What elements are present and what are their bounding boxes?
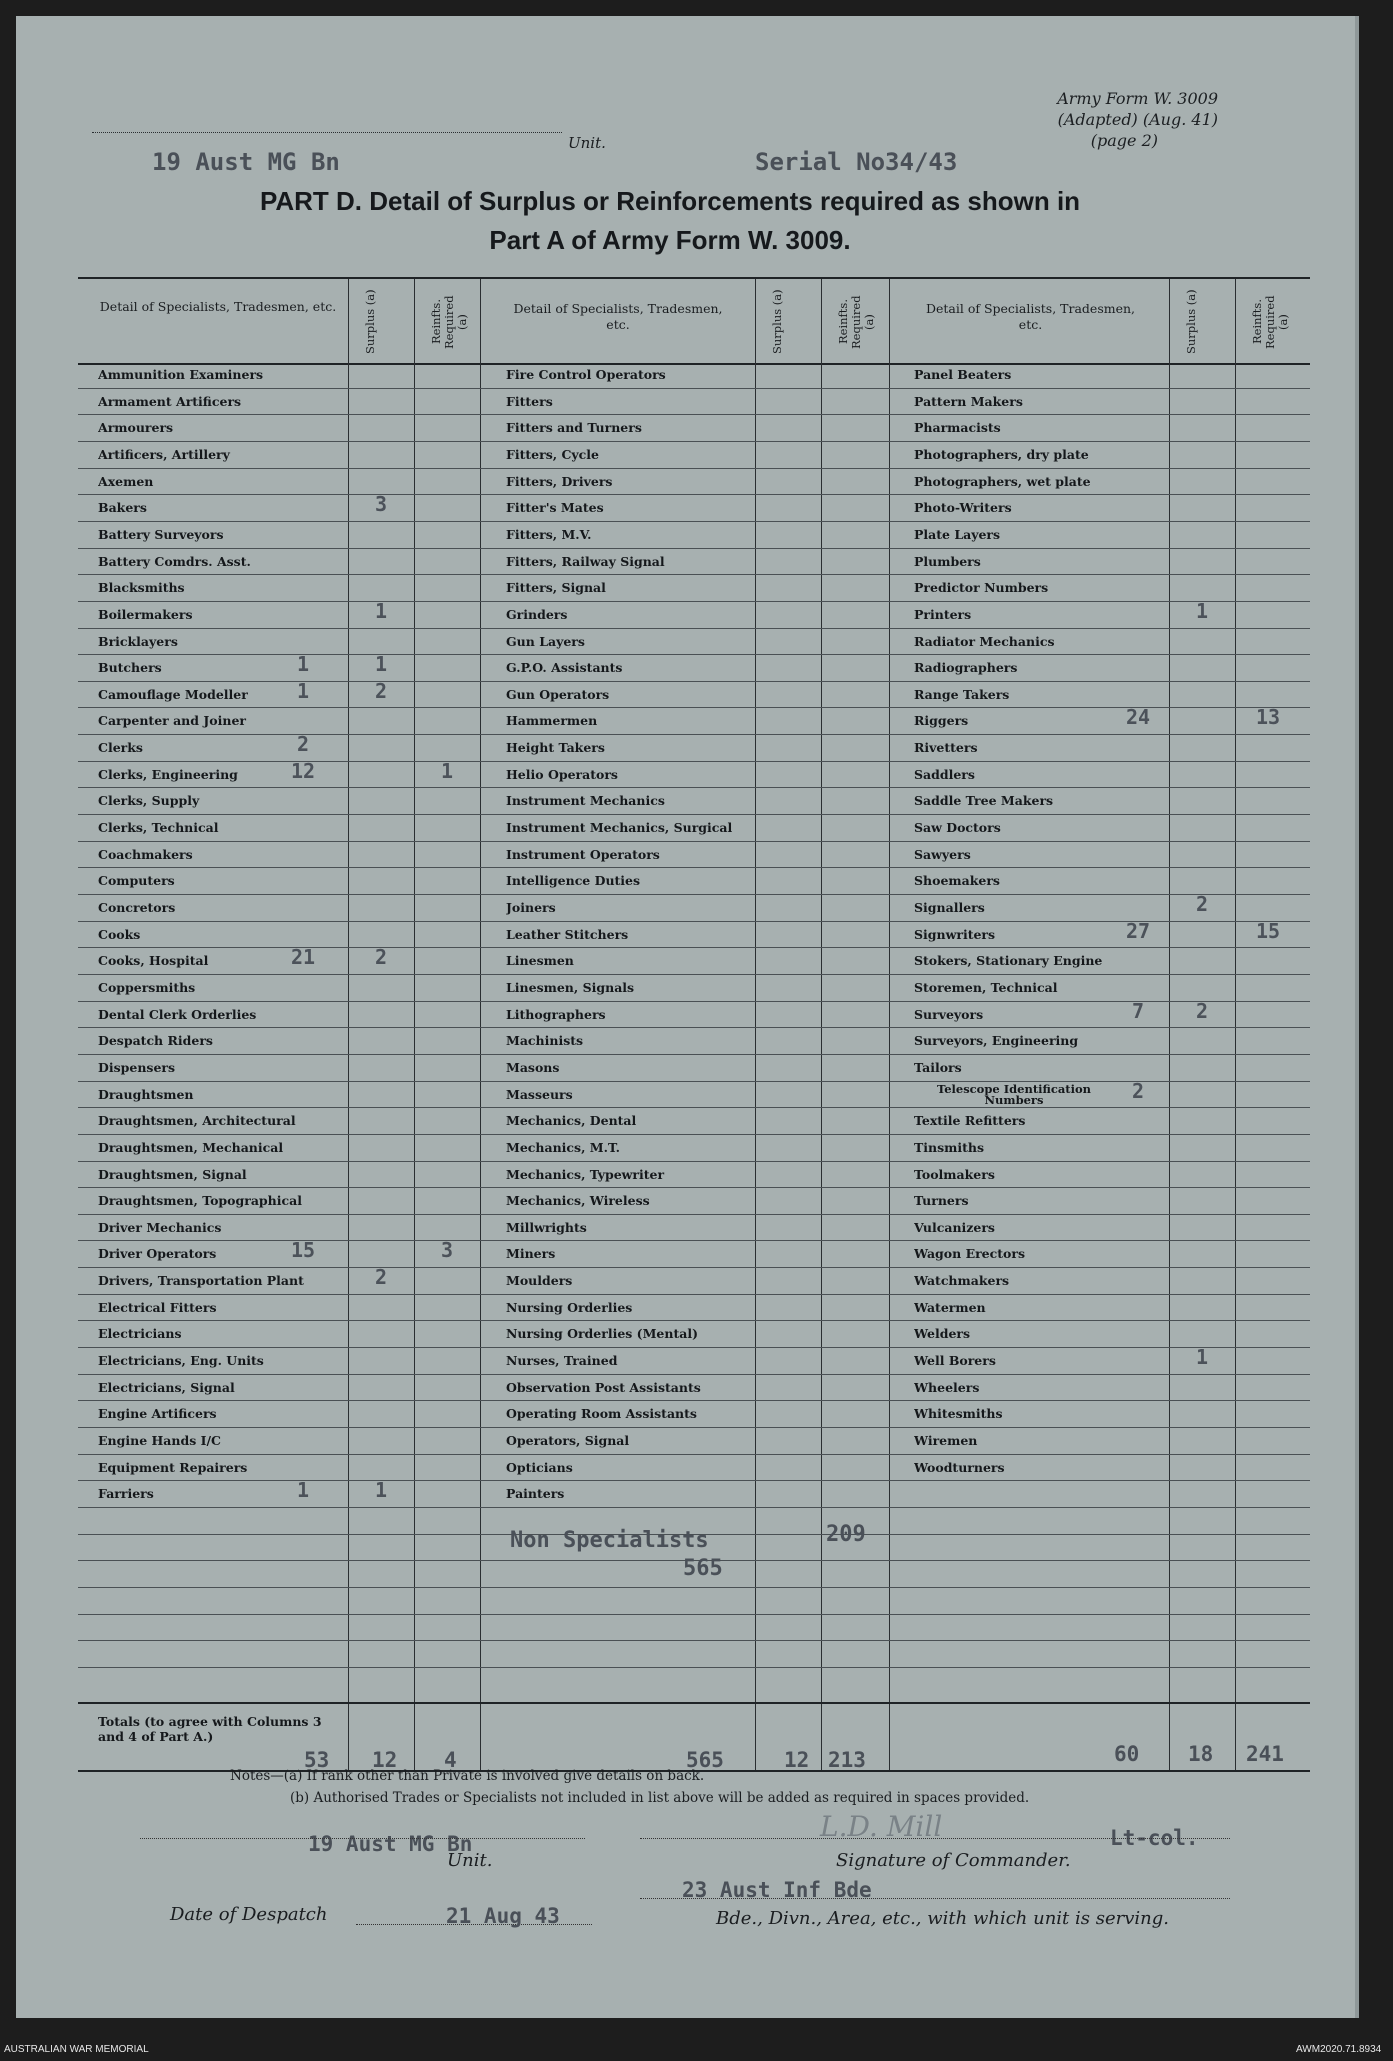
grid-hline bbox=[78, 521, 1310, 522]
trade-name: Instrument Mechanics bbox=[506, 793, 665, 809]
entry-count: 1 bbox=[296, 678, 310, 703]
trade-name: Electricians, Eng. Units bbox=[98, 1353, 264, 1369]
grid-hline bbox=[78, 1161, 1310, 1162]
trade-name: Operators, Signal bbox=[506, 1433, 630, 1448]
grid-hline bbox=[78, 468, 1310, 469]
trade-name: Mechanics, Dental bbox=[506, 1113, 637, 1129]
entry-count: 1 bbox=[296, 652, 310, 677]
trade-name: Masseurs bbox=[506, 1086, 573, 1102]
trade-name: Despatch Riders bbox=[98, 1033, 213, 1049]
entry-reinfts: 15 bbox=[1255, 918, 1281, 943]
trade-name: Fire Control Operators bbox=[506, 367, 666, 382]
grid-hline bbox=[78, 1347, 1310, 1348]
trade-name: Electricians, Signal bbox=[98, 1379, 235, 1395]
trade-name: Masons bbox=[506, 1059, 560, 1075]
grid-hline bbox=[78, 867, 1310, 868]
trade-name: Telescope Identification Numbers bbox=[936, 1081, 1092, 1107]
trade-name: Millwrights bbox=[506, 1219, 587, 1235]
grid-hline bbox=[78, 1054, 1310, 1055]
grid-vline bbox=[480, 361, 481, 1702]
total-col2: 565 bbox=[686, 1748, 724, 1772]
trade-name: Armourers bbox=[98, 420, 174, 436]
grid-hline bbox=[78, 494, 1310, 495]
trade-name: Gun Layers bbox=[506, 633, 585, 649]
trade-name: Fitters, Signal bbox=[506, 580, 606, 596]
entry-surplus: 2 bbox=[1195, 998, 1209, 1023]
form-reference-line3: (page 2) bbox=[1090, 131, 1158, 150]
grid-hline bbox=[78, 601, 1310, 602]
grid-hline bbox=[78, 1294, 1310, 1295]
trade-name: Hammermen bbox=[506, 713, 598, 729]
grid-vline bbox=[1169, 361, 1170, 1702]
trade-name: Draughtsmen, Mechanical bbox=[98, 1139, 284, 1155]
form-title-line1: PART D. Detail of Surplus or Reinforcements required as shown in bbox=[259, 186, 1081, 216]
footer-unit-value: 19 Aust MG Bn bbox=[308, 1832, 473, 1856]
commander-rank: Lt-col. bbox=[1110, 1826, 1199, 1850]
trade-name: Textile Refitters bbox=[914, 1113, 1026, 1129]
trade-name: Instrument Mechanics, Surgical bbox=[506, 820, 733, 836]
archive-caption-left: AUSTRALIAN WAR MEMORIAL bbox=[4, 2044, 149, 2055]
trade-name: Rivetters bbox=[914, 740, 978, 756]
trade-name: Driver Operators bbox=[98, 1246, 217, 1262]
entry-surplus: 3 bbox=[374, 492, 388, 517]
entry-count: 2 bbox=[296, 732, 310, 757]
grid-hline bbox=[78, 1454, 1310, 1455]
header-surplus-col3: Surplus (a) bbox=[1184, 289, 1198, 355]
total-col3-surplus: 18 bbox=[1188, 1742, 1214, 1766]
trade-name: Engine Hands I/C bbox=[98, 1433, 221, 1448]
trade-name: Armament Artificers bbox=[98, 393, 242, 409]
grid-hline bbox=[78, 1507, 1310, 1508]
grid-hline bbox=[78, 947, 1310, 948]
grid-hline bbox=[78, 654, 1310, 655]
entry-reinfts: 13 bbox=[1255, 705, 1281, 730]
trade-name: Fitters bbox=[506, 393, 553, 409]
trade-name: Mechanics, M.T. bbox=[506, 1139, 621, 1155]
entry-reinfts: 3 bbox=[440, 1238, 454, 1263]
grid-hline bbox=[78, 1480, 1310, 1481]
trade-name: Whitesmiths bbox=[914, 1406, 1003, 1422]
grid-hline bbox=[78, 1614, 1310, 1615]
entry-surplus: 1 bbox=[1195, 598, 1209, 623]
trade-name: Opticians bbox=[506, 1459, 573, 1475]
trade-name: Helio Operators bbox=[506, 766, 618, 782]
bde-value: 23 Aust Inf Bde bbox=[682, 1878, 872, 1902]
header-surplus-col2: Surplus (a) bbox=[770, 289, 784, 355]
trade-name: Storemen, Technical bbox=[914, 979, 1058, 995]
trade-name: Tinsmiths bbox=[914, 1139, 985, 1155]
trade-name: Panel Beaters bbox=[914, 367, 1012, 382]
trade-name: Dental Clerk Orderlies bbox=[98, 1006, 257, 1022]
grid-hline bbox=[78, 628, 1310, 629]
trade-name: Fitters, Drivers bbox=[506, 473, 613, 489]
trade-name: Saddle Tree Makers bbox=[914, 793, 1054, 809]
trade-name: Moulders bbox=[506, 1273, 573, 1289]
trade-name: Nurses, Trained bbox=[506, 1353, 618, 1369]
grid-hline bbox=[78, 814, 1310, 815]
trade-name: Electricians bbox=[98, 1326, 182, 1342]
entry-surplus: 2 bbox=[1195, 892, 1209, 916]
form-reference-line1: Army Form W. 3009 bbox=[1057, 89, 1218, 108]
entry-surplus: 1 bbox=[374, 652, 388, 677]
trade-name: Linesmen, Signals bbox=[506, 979, 635, 995]
trade-name: Fitters, M.V. bbox=[506, 526, 592, 542]
grid-hline bbox=[78, 1427, 1310, 1428]
grid-hline bbox=[78, 1587, 1310, 1588]
trade-name: Boilermakers bbox=[98, 606, 193, 622]
grid-hline bbox=[78, 974, 1310, 975]
trade-name: Coachmakers bbox=[98, 846, 193, 862]
trade-name: Turners bbox=[914, 1193, 969, 1209]
trade-name: Lithographers bbox=[506, 1006, 606, 1022]
trade-name: Carpenter and Joiner bbox=[98, 713, 246, 729]
trade-name: Ammunition Examiners bbox=[98, 367, 264, 382]
trade-name: Height Takers bbox=[506, 740, 605, 756]
trade-name: Well Borers bbox=[914, 1353, 996, 1369]
totals-row bbox=[78, 1702, 1310, 1772]
trade-name: Clerks bbox=[98, 740, 143, 756]
trade-name: Riggers bbox=[914, 713, 969, 729]
trade-name: Photo-Writers bbox=[914, 500, 1012, 516]
trade-name: Saddlers bbox=[914, 766, 975, 782]
note-a: Notes—(a) If rank other than Private is involved give details on back. bbox=[230, 1768, 705, 1784]
total-col3-reinfts: 241 bbox=[1246, 1742, 1284, 1766]
total-col1-surplus: 12 bbox=[372, 1748, 398, 1772]
trade-name: Pharmacists bbox=[914, 420, 1001, 436]
trade-name: Signallers bbox=[914, 900, 985, 915]
trade-name: Predictor Numbers bbox=[914, 580, 1049, 596]
trade-name: Pattern Makers bbox=[914, 393, 1023, 409]
trade-name: Plate Layers bbox=[914, 526, 1001, 542]
grid-vline bbox=[821, 361, 822, 1702]
footer-unit-caption: Unit. bbox=[447, 1850, 493, 1871]
trade-name: Plumbers bbox=[914, 553, 981, 569]
total-col2-surplus: 12 bbox=[784, 1748, 810, 1772]
trade-name: Axemen bbox=[98, 473, 154, 489]
form-reference bbox=[960, 88, 1218, 151]
trade-name: Photographers, wet plate bbox=[914, 473, 1091, 489]
trade-name: Tailors bbox=[914, 1059, 962, 1075]
signature-caption: Signature of Commander. bbox=[836, 1850, 1071, 1871]
signature-line bbox=[640, 1838, 1230, 1839]
totals-label: Totals (to agree with Columns 3 and 4 of Part A.) bbox=[98, 1714, 322, 1744]
trade-name: Bricklayers bbox=[98, 633, 178, 649]
unit-value: 19 Aust MG Bn bbox=[152, 148, 340, 176]
grid-hline bbox=[78, 1187, 1310, 1188]
trade-name: Mechanics, Wireless bbox=[506, 1193, 650, 1209]
entry-count: 15 bbox=[290, 1238, 316, 1263]
total-col3: 60 bbox=[1114, 1742, 1140, 1766]
header-reinfts-col1: Reinfts. Required (a) bbox=[429, 295, 469, 349]
trade-name: Vulcanizers bbox=[914, 1219, 995, 1235]
entry-count: 12 bbox=[290, 758, 316, 783]
form-reference-line2: (Adapted) (Aug. 41) bbox=[1057, 110, 1218, 129]
grid-hline bbox=[78, 414, 1310, 415]
trade-name: Nursing Orderlies (Mental) bbox=[506, 1326, 698, 1342]
trade-name: Farriers bbox=[98, 1486, 154, 1502]
trade-name: Linesmen bbox=[506, 953, 574, 969]
commander-signature: L.D. Mill bbox=[820, 1810, 943, 1843]
trade-name: Blacksmiths bbox=[98, 580, 185, 596]
entry-surplus: 2 bbox=[374, 945, 388, 970]
entry-surplus: 2 bbox=[374, 678, 388, 703]
non-specialists-reinfts: 209 bbox=[826, 1522, 866, 1547]
unit-dotted-line bbox=[92, 132, 562, 133]
trade-name: Fitters and Turners bbox=[506, 420, 642, 436]
grid-hline bbox=[78, 1667, 1310, 1668]
form-title-line2: Part A of Army Form W. 3009. bbox=[489, 225, 851, 255]
grid-hline bbox=[78, 1134, 1310, 1135]
header-detail-col2: Detail of Specialists, Tradesmen, etc. bbox=[513, 301, 723, 332]
trade-name: Wheelers bbox=[914, 1379, 980, 1395]
header-surplus-col1: Surplus (a) bbox=[363, 289, 377, 355]
trade-name: Operating Room Assistants bbox=[506, 1406, 697, 1422]
entry-surplus: 1 bbox=[1195, 1345, 1209, 1370]
archive-caption-right: AWM2020.71.8934 bbox=[1296, 2044, 1382, 2055]
trade-name: Clerks, Supply bbox=[98, 793, 200, 809]
bde-caption: Bde., Divn., Area, etc., with which unit is serving. bbox=[716, 1908, 1169, 1929]
entry-count: 1 bbox=[296, 1478, 310, 1503]
trade-name: Observation Post Assistants bbox=[506, 1379, 701, 1395]
entry-reinfts: 1 bbox=[440, 758, 454, 783]
grid-hline bbox=[78, 734, 1310, 735]
entry-count: 2 bbox=[1131, 1078, 1145, 1103]
trade-name: Dispensers bbox=[98, 1059, 176, 1075]
specialists-table bbox=[78, 361, 1310, 1702]
grid-hline bbox=[78, 441, 1310, 442]
trade-name: Radiator Mechanics bbox=[914, 633, 1055, 649]
grid-hline bbox=[78, 1374, 1310, 1375]
non-specialists-label: Non Specialists bbox=[510, 1528, 709, 1553]
bde-line bbox=[640, 1898, 1230, 1899]
trade-name: Watchmakers bbox=[914, 1273, 1010, 1289]
trade-name: Clerks, Engineering bbox=[98, 766, 238, 782]
grid-hline bbox=[78, 1214, 1310, 1215]
grid-hline bbox=[78, 1640, 1310, 1641]
grid-hline bbox=[78, 1240, 1310, 1241]
date-caption: Date of Despatch bbox=[170, 1904, 328, 1925]
header-reinfts-col2: Reinfts. Required (a) bbox=[836, 295, 876, 349]
trade-name: Cooks, Hospital bbox=[98, 953, 209, 969]
trade-name: Radiographers bbox=[914, 660, 1018, 676]
grid-hline bbox=[78, 1320, 1310, 1321]
grid-hline bbox=[78, 388, 1310, 389]
trade-name: Miners bbox=[506, 1246, 556, 1262]
trade-name: Draughtsmen bbox=[98, 1086, 194, 1102]
non-specialists-count: 565 bbox=[683, 1556, 723, 1581]
trade-name: Surveyors, Engineering bbox=[914, 1033, 1079, 1049]
grid-vline bbox=[414, 361, 415, 1702]
trade-name: Draughtsmen, Architectural bbox=[98, 1113, 296, 1129]
trade-name: Clerks, Technical bbox=[98, 820, 219, 836]
grid-hline bbox=[78, 787, 1310, 788]
trade-name: Driver Mechanics bbox=[98, 1219, 222, 1235]
trade-name: Bakers bbox=[98, 500, 147, 516]
trade-name: Equipment Repairers bbox=[98, 1459, 248, 1475]
header-detail-col3: Detail of Specialists, Tradesmen, etc. bbox=[925, 301, 1136, 332]
entry-surplus: 2 bbox=[374, 1265, 388, 1290]
trade-name: Fitter's Mates bbox=[506, 500, 604, 516]
trade-name: Battery Comdrs. Asst. bbox=[98, 553, 251, 569]
trade-name: Concretors bbox=[98, 900, 176, 915]
note-b: (b) Authorised Trades or Specialists not included in list above will be added as required in spaces provided. bbox=[290, 1790, 1030, 1806]
entry-count: 24 bbox=[1125, 705, 1151, 730]
grid-hline bbox=[78, 894, 1310, 895]
header-reinfts-col3: Reinfts. Required (a) bbox=[1250, 295, 1290, 349]
trade-name: Wiremen bbox=[914, 1433, 978, 1448]
trade-name: G.P.O. Assistants bbox=[506, 660, 623, 676]
trade-name: Mechanics, Typewriter bbox=[506, 1166, 665, 1182]
trade-name: Gun Operators bbox=[506, 686, 610, 702]
trade-name: Toolmakers bbox=[914, 1166, 995, 1182]
trade-name: Saw Doctors bbox=[914, 820, 1001, 836]
trade-name: Shoemakers bbox=[914, 873, 1000, 889]
date-value: 21 Aug 43 bbox=[446, 1904, 560, 1928]
trade-name: Range Takers bbox=[914, 686, 1010, 702]
grid-hline bbox=[78, 841, 1310, 842]
entry-count: 7 bbox=[1131, 998, 1145, 1023]
trade-name: Fitters, Railway Signal bbox=[506, 553, 665, 569]
grid-hline bbox=[78, 1400, 1310, 1401]
trade-name: Butchers bbox=[98, 660, 162, 676]
trade-name: Watermen bbox=[914, 1299, 986, 1315]
trade-name: Drivers, Transportation Plant bbox=[98, 1273, 304, 1289]
trade-name: Photographers, dry plate bbox=[914, 446, 1089, 462]
trade-name: Battery Surveyors bbox=[98, 526, 224, 542]
trade-name: Draughtsmen, Topographical bbox=[98, 1193, 302, 1209]
header-detail-col1: Detail of Specialists, Tradesmen, etc. bbox=[99, 299, 337, 314]
trade-name: Cooks bbox=[98, 926, 141, 942]
trade-name: Painters bbox=[506, 1486, 565, 1502]
trade-name: Artificers, Artillery bbox=[98, 446, 230, 462]
trade-name: Computers bbox=[98, 873, 175, 889]
grid-hline bbox=[78, 574, 1310, 575]
entry-count: 27 bbox=[1125, 918, 1151, 943]
trade-name: Intelligence Duties bbox=[506, 873, 641, 889]
grid-hline bbox=[78, 1107, 1310, 1108]
total-col2-reinfts: 213 bbox=[828, 1748, 866, 1772]
grid-vline bbox=[1235, 361, 1236, 1702]
footer-unit-line bbox=[140, 1838, 585, 1839]
table-header bbox=[78, 277, 1310, 365]
grid-hline bbox=[78, 1027, 1310, 1028]
trade-name: Fitters, Cycle bbox=[506, 446, 599, 462]
entry-surplus: 1 bbox=[374, 1478, 388, 1503]
trade-name: Printers bbox=[914, 606, 972, 622]
trade-name: Coppersmiths bbox=[98, 979, 196, 995]
grid-hline bbox=[78, 548, 1310, 549]
total-col1-reinfts: 4 bbox=[444, 1748, 457, 1772]
trade-name: Welders bbox=[914, 1326, 971, 1342]
trade-name: Signwriters bbox=[914, 926, 996, 942]
unit-label: Unit. bbox=[568, 134, 606, 152]
trade-name: Engine Artificers bbox=[98, 1406, 217, 1422]
entry-count: 21 bbox=[290, 945, 316, 970]
trade-name: Stokers, Stationary Engine bbox=[914, 953, 1103, 969]
trade-name: Grinders bbox=[506, 606, 568, 622]
trade-name: Sawyers bbox=[914, 846, 971, 862]
trade-name: Draughtsmen, Signal bbox=[98, 1166, 247, 1182]
trade-name: Leather Stitchers bbox=[506, 926, 629, 942]
grid-hline bbox=[78, 761, 1310, 762]
serial-number: Serial No34/43 bbox=[755, 148, 958, 176]
grid-hline bbox=[78, 681, 1310, 682]
trade-name: Surveyors bbox=[914, 1006, 984, 1022]
trade-name: Machinists bbox=[506, 1033, 584, 1049]
total-col1: 53 bbox=[304, 1748, 330, 1772]
trade-name: Camouflage Modeller bbox=[98, 686, 248, 702]
grid-vline bbox=[889, 361, 890, 1702]
trade-name: Woodturners bbox=[914, 1459, 1005, 1475]
trade-name: Instrument Operators bbox=[506, 846, 660, 862]
entry-surplus: 1 bbox=[374, 598, 388, 623]
grid-hline bbox=[78, 1267, 1310, 1268]
trade-name: Joiners bbox=[506, 900, 556, 915]
trade-name: Nursing Orderlies bbox=[506, 1299, 633, 1315]
trade-name: Wagon Erectors bbox=[914, 1246, 1025, 1262]
trade-name: Electrical Fitters bbox=[98, 1299, 217, 1315]
